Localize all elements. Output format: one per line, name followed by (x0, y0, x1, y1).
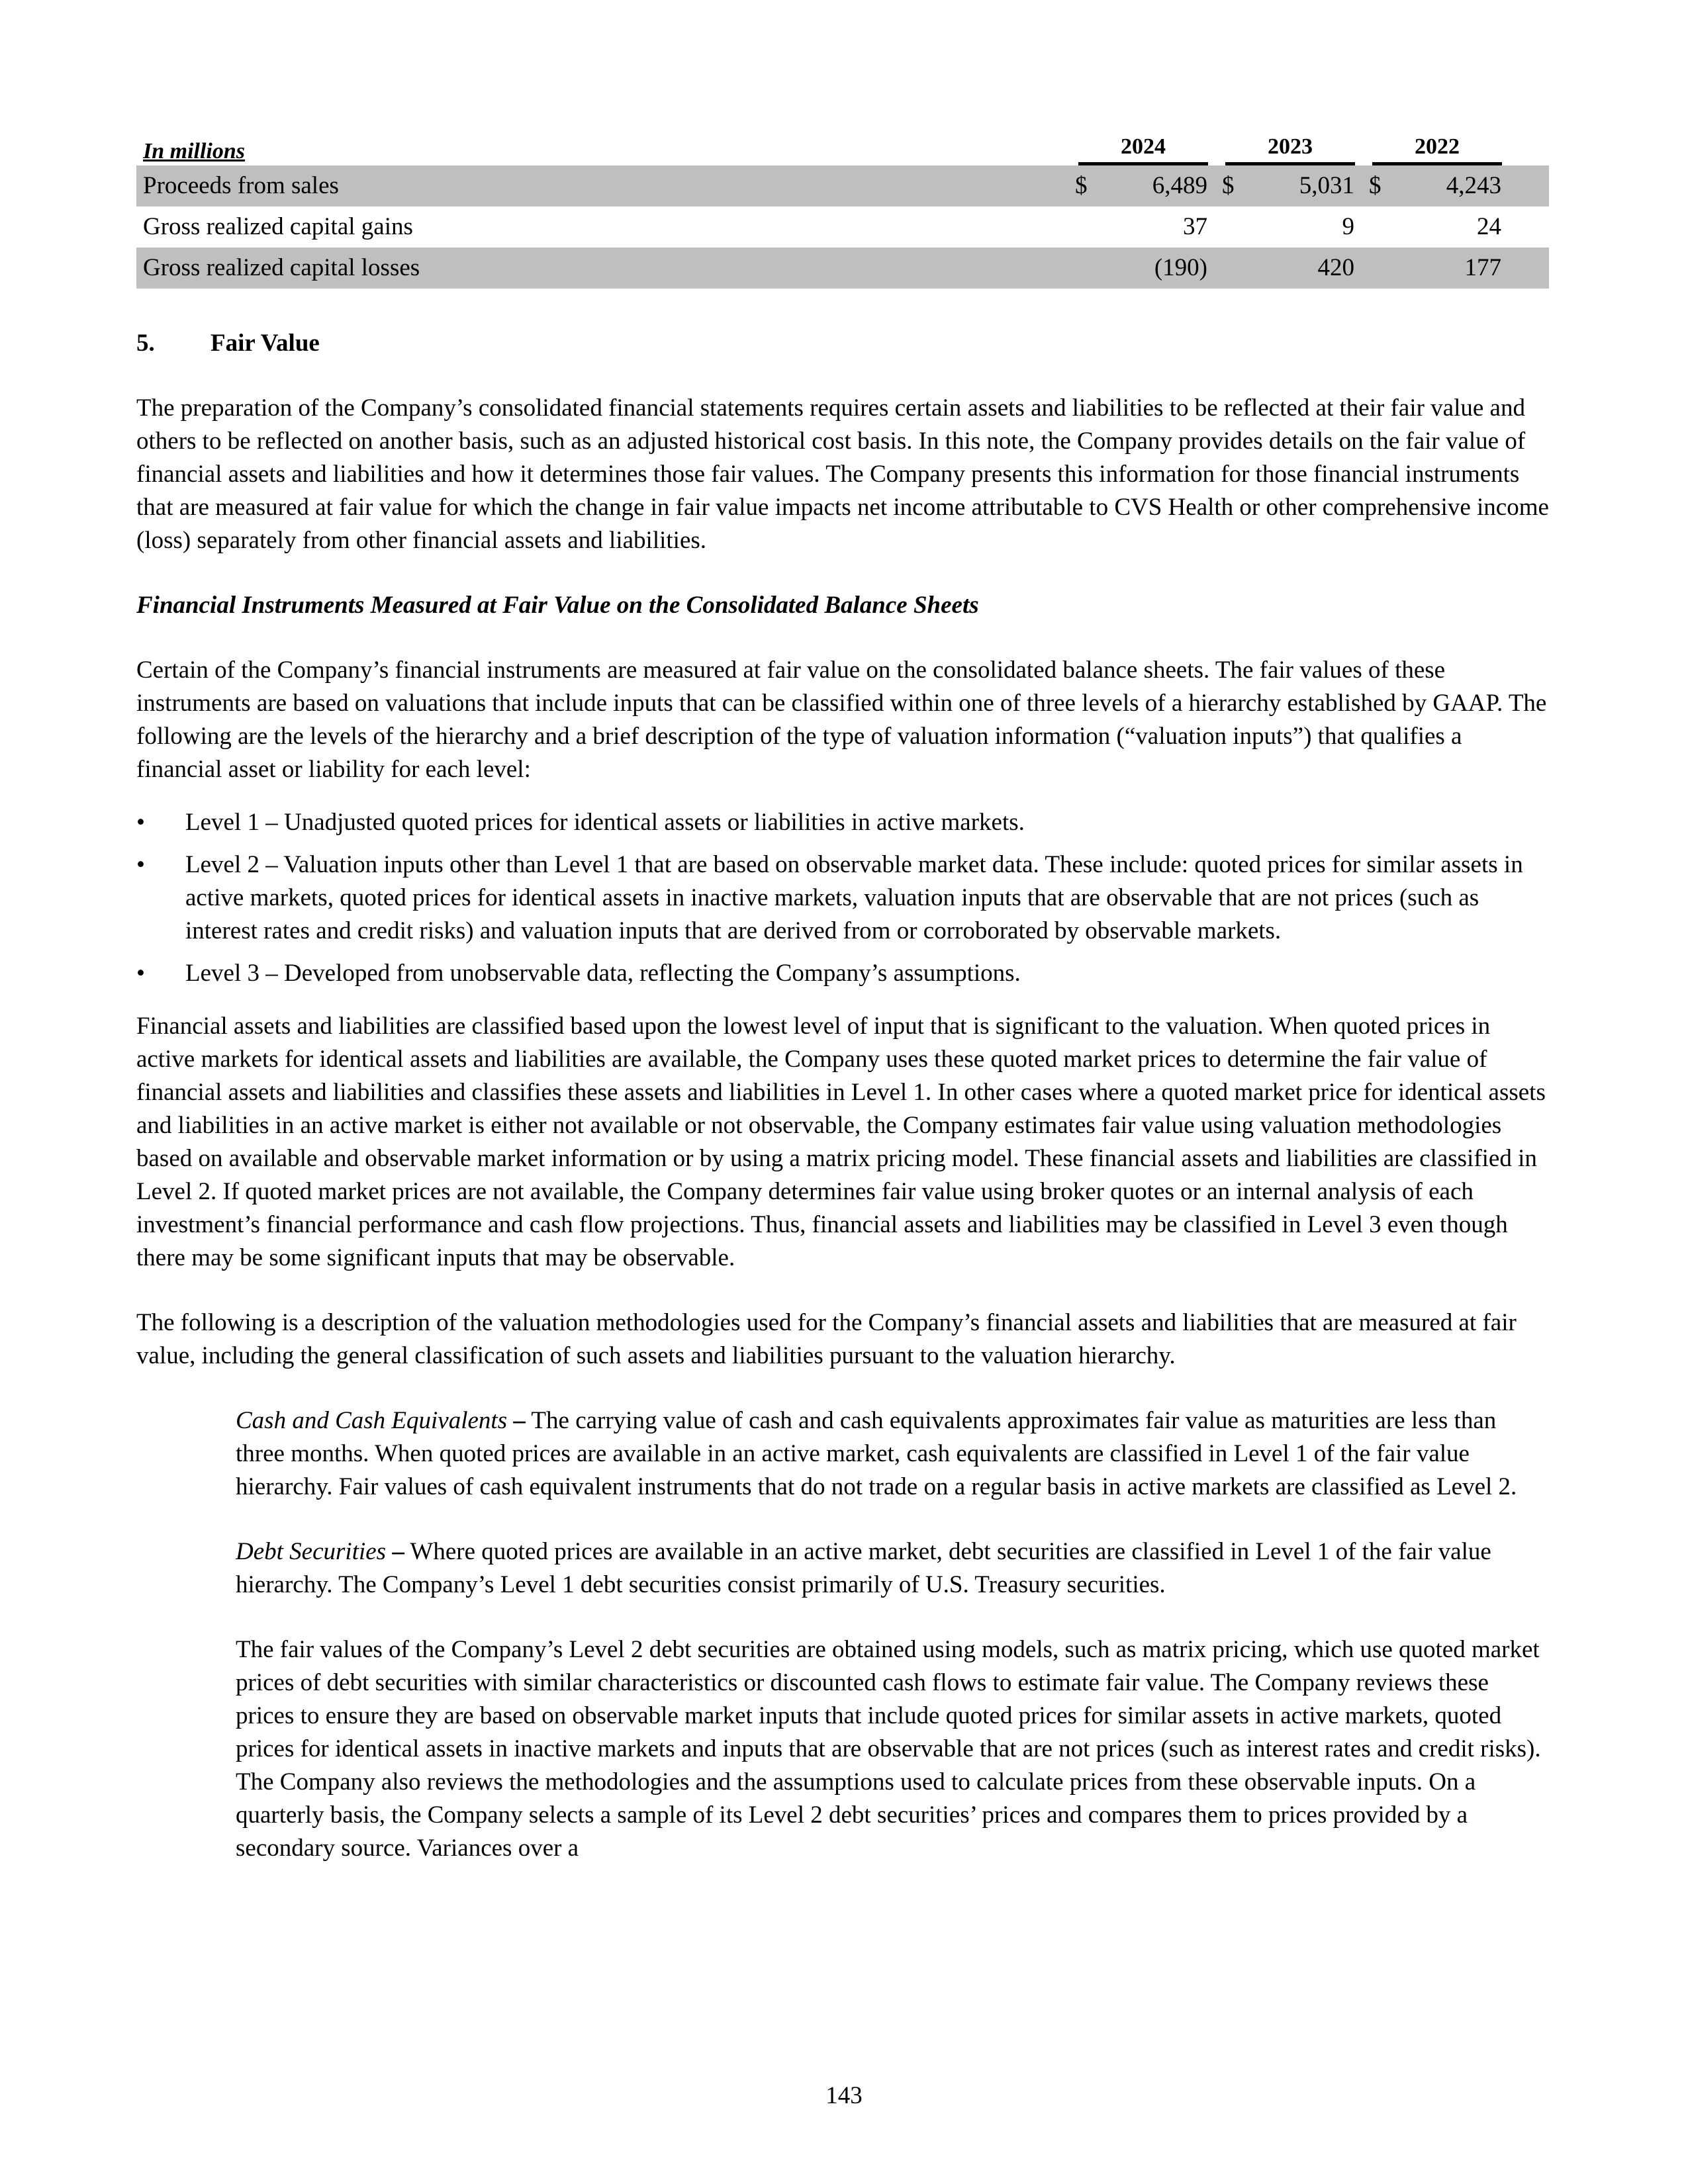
row-label: Gross realized capital losses (136, 248, 1070, 289)
table-row (136, 248, 1549, 289)
cell-value: 5,031 (1254, 165, 1364, 206)
table-header-row (136, 126, 1549, 165)
hierarchy-paragraph: Certain of the Company’s financial instruments are measured at fair value on the consolidated balance sheets. The fair values of these instruments are based on valuations that include inputs that can be classified within one of three levels of a hierarchy established by GAAP. The following are the levels of the hierarchy and a brief description of the type of valuation information (“valuation inputs”) that qualifies a financial asset or liability for each level: (136, 657, 1547, 783)
bullet: • (136, 960, 145, 987)
cell-value: 6,489 (1107, 165, 1217, 206)
currency-symbol: $ (1217, 165, 1254, 206)
table-row (136, 206, 1549, 248)
cash-equivalents-paragraph: Cash and Cash Equivalents – The carrying value of cash and cash equivalents approximates fair value as maturities are less than three months. When quoted prices are available in an active market, cash equivalents are classified in Level 1 of the fair value hierarchy. Fair values of cash equivalent instruments that do not trade on a regular basis in active markets are classified as Level 2. (236, 1407, 1517, 1500)
term-label: Cash and Cash Equivalents (236, 1407, 508, 1434)
list-item: • Level 1 – Unadjusted quoted prices for identical assets or liabilities in active markets. (136, 806, 1549, 839)
section-heading (136, 327, 1549, 360)
list-item: • Level 2 – Valuation inputs other than Level 1 that are based on observable market data. These include: quoted prices for similar assets in active markets, quoted prices for identical assets in inactive markets, valuation inputs that are observable that are not prices (such as interest rates and credit risks) and valuation inputs that are derived from or corroborated by observable markets. (136, 848, 1549, 948)
row-label: Proceeds from sales (136, 165, 1070, 206)
cell-value: 37 (1183, 213, 1207, 240)
unit-label: In millions (143, 139, 246, 163)
intro-paragraph: The preparation of the Company’s consolidated financial statements requires certain assets and liabilities to be reflected at their fair value and others to be reflected on another basis, such as an adjusted historical cost basis. In this note, the Company provides details on the fair value of financial assets and liabilities and how it determines those fair values. The Company presents this information for those financial instruments that are measured at fair value for which the change in fair value impacts net income attributable to CVS Health or other comprehensive income (loss) separately from other financial assets and liabilities. (136, 394, 1549, 554)
row-label: Gross realized capital gains (143, 213, 413, 240)
page-number: 143 (825, 2082, 863, 2109)
list-item: • Level 3 – Developed from unobservable data, reflecting the Company’s assumptions. (136, 957, 1549, 990)
section-title: Fair Value (211, 330, 320, 357)
cell-value: 4,243 (1401, 165, 1511, 206)
cell-value: 420 (1254, 248, 1364, 289)
section-number: 5. (136, 330, 155, 357)
debt-securities-paragraph: Debt Securities – Where quoted prices are available in an active market, debt securities are classified in Level 1 of the fair value hierarchy. The Company’s Level 1 debt securities consist primarily of U.S. Treasury securities. (236, 1538, 1491, 1598)
year-header: 2023 (1217, 126, 1364, 165)
level2-paragraph: The fair values of the Company’s Level 2 debt securities are obtained using models, such as matrix pricing, which use quoted market prices of debt securities with similar characteristics or discounted cash flows to estimate fair value. The Company reviews these prices to ensure they are based on observable market inputs that include quoted prices for similar assets in active markets, quoted prices for identical assets in inactive markets and inputs that are observable that are not prices (such as interest rates and credit risks). The Company also reviews the methodologies and the assumptions used to calculate prices from these observable inputs. On a quarterly basis, the Company selects a sample of its Level 2 debt securities’ prices and compares them to prices provided by a secondary source. Variances over a (236, 1636, 1541, 1862)
cell-value: 9 (1342, 213, 1354, 240)
term-label: Debt Securities (236, 1538, 387, 1565)
currency-symbol: $ (1364, 165, 1401, 206)
currency-symbol: $ (1070, 165, 1107, 206)
bullet: • (136, 851, 145, 878)
table-row (136, 165, 1549, 206)
cell-value: 24 (1477, 213, 1501, 240)
bullet: • (136, 809, 145, 836)
levels-list (136, 806, 1549, 990)
subheading: Financial Instruments Measured at Fair Value on the Consolidated Balance Sheets (136, 592, 979, 619)
year-header: 2022 (1364, 126, 1511, 165)
cell-value: 177 (1401, 248, 1511, 289)
capital-gains-table (136, 126, 1549, 289)
year-header: 2024 (1070, 126, 1217, 165)
document-page (136, 126, 1549, 1865)
cell-value: (190) (1107, 248, 1217, 289)
classification-paragraph: Financial assets and liabilities are classified based upon the lowest level of input that is significant to the valuation. When quoted prices in active markets for identical assets and liabilities are available, the Company uses these quoted market prices to determine the fair value of financial assets and liabilities and classifies these assets and liabilities in Level 1. In other cases where a quoted market price for identical assets and liabilities in an active market is either not available or not observable, the Company estimates fair value using valuation methodologies based on available and observable market information or by using a matrix pricing model. These financial assets and liabilities are classified in Level 2. If quoted market prices are not available, the Company determines fair value using broker quotes or an internal analysis of each investment’s financial performance and cash flow projections. Thus, financial assets and liabilities may be classified in Level 3 even though there may be some significant inputs that may be observable. (136, 1013, 1546, 1271)
methodology-paragraph: The following is a description of the valuation methodologies used for the Company’s financial assets and liabilities that are measured at fair value, including the general classification of such assets and liabilities pursuant to the valuation hierarchy. (136, 1309, 1517, 1369)
